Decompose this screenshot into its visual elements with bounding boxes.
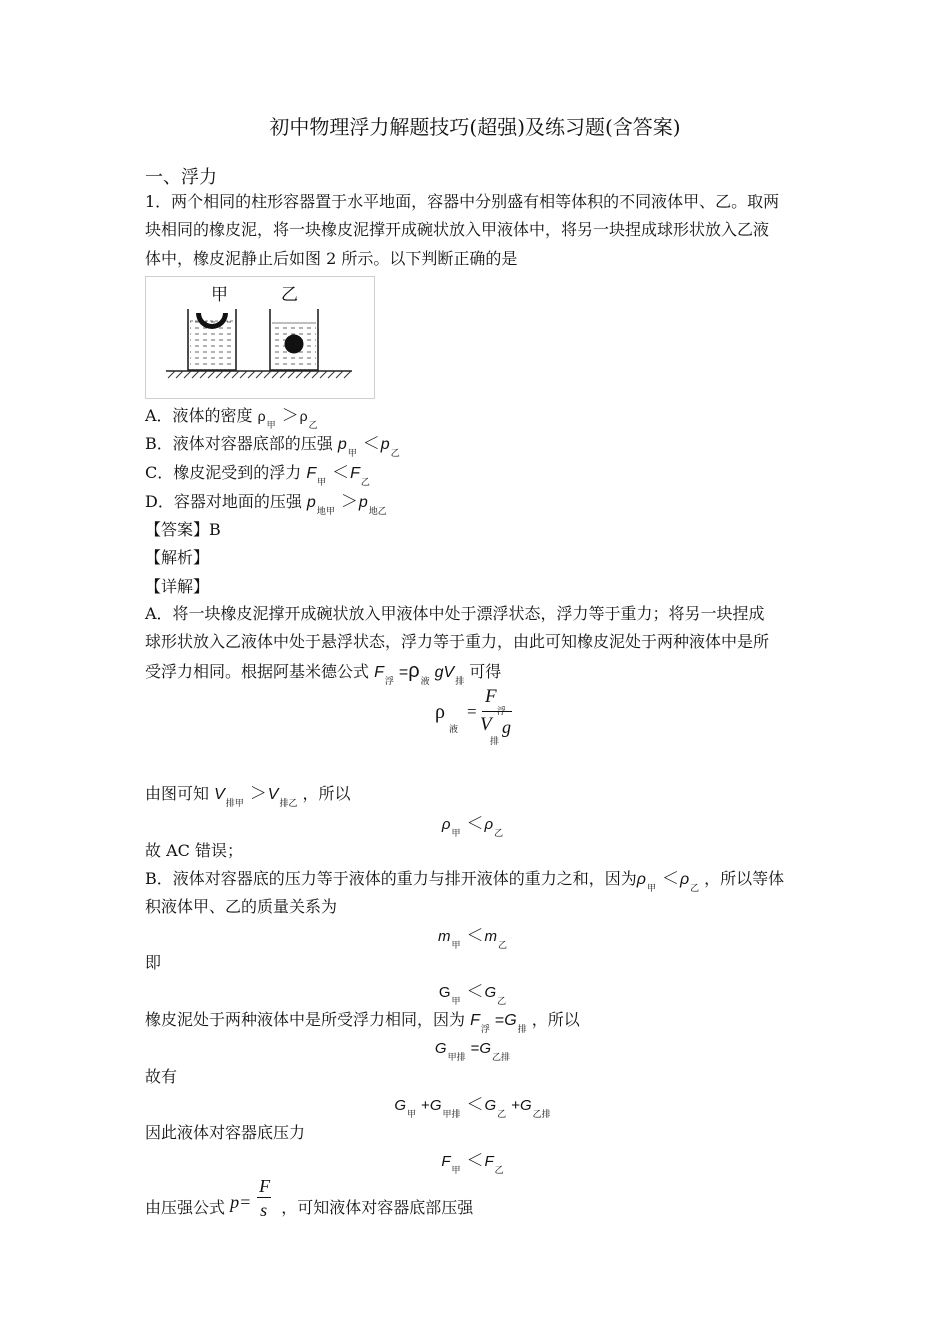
container-jia	[188, 309, 236, 370]
gu-you-line: 故有	[145, 1067, 178, 1086]
formula-mass-compare: $m_甲 <m_乙$	[437, 926, 508, 951]
same-buoyancy-line: 橡皮泥处于两种液体中是所受浮力相同，因为 $F_浮=G_排$，所以	[145, 1010, 580, 1035]
doc-title: 初中物理浮力解题技巧(超强)及练习题(含答案)	[269, 115, 681, 139]
explain-b-line-2: 积液体甲、乙的质量关系为	[145, 897, 338, 916]
container-yi	[270, 309, 318, 370]
explain-b-line-1: B．液体对容器底的压力等于液体的重力与排开液体的重力之和，因为$\rho_甲 <\rho_乙$，所以等体	[145, 869, 785, 894]
label-yi: 乙	[281, 285, 298, 305]
formula-weight-compare: $G_甲 <G_乙$	[438, 982, 507, 1007]
section-heading: 一、浮力	[145, 167, 217, 188]
formula-rho-compare: $\rho_甲 <\rho_乙$	[441, 814, 504, 839]
option-b: B．液体对容器底部的压强 $p_甲 <p_乙$	[145, 434, 400, 459]
explain-b1-line: 由图可知 $V_{排甲} >V_{排乙}$，所以	[145, 784, 351, 809]
answer-line: 【答案】B	[145, 520, 221, 539]
question-line-1: 1．两个相同的柱形容器置于水平地面，容器中分别盛有相等体积的不同液体甲、乙。取两	[145, 192, 780, 211]
label-jia: 甲	[211, 285, 228, 305]
explain-a-line-1: A．将一块橡皮泥撑开成碗状放入甲液体中处于漂浮状态，浮力等于重力；将另一块捏成	[145, 604, 765, 623]
detail-heading: 【详解】	[145, 577, 210, 596]
question-line-2: 块相同的橡皮泥，将一块橡皮泥撑开成碗状放入甲液体中，将另一块捏成球形状放入乙液	[145, 220, 770, 239]
clay-ball	[285, 335, 304, 354]
formula-force-compare: $F_甲 <F_乙$	[441, 1151, 504, 1176]
formula-total-weight: $G_甲+G_{甲排} <G_乙+G_{乙排}$	[394, 1095, 551, 1120]
option-d: D．容器对地面的压强 $p_{地甲} >p_{地乙}$	[145, 492, 387, 517]
ground-hatching	[168, 371, 351, 378]
ji-line: 即	[145, 953, 162, 972]
explain-a-line-2: 球形状放入乙液体中处于悬浮状态，浮力等于重力，由此可知橡皮泥处于两种液体中是所	[145, 632, 770, 651]
formula-displaced-equal: $G_{甲排}=G_{乙排}$	[434, 1040, 511, 1063]
yin-ci-line: 因此液体对容器底压力	[145, 1123, 306, 1142]
question-line-3: 体中，橡皮泥静止后如图 2 所示。以下判断正确的是	[145, 249, 518, 268]
pressure-formula-line: 由压强公式 p= F s ，可知液体对容器底部压强	[145, 1176, 474, 1220]
option-c: C．橡皮泥受到的浮力 $F_甲 <F_乙$	[145, 463, 370, 488]
explain-a-line-3: 受浮力相同。根据阿基米德公式 $F_浮=\rho_液gV_排$可得	[145, 660, 502, 687]
containers-diagram	[146, 277, 374, 398]
formula-density: ρ 液 = F 浮 V 排 g	[435, 686, 511, 747]
ac-wrong-line: 故 AC 错误；	[145, 841, 243, 860]
containers-figure	[145, 276, 375, 399]
analysis-heading: 【解析】	[145, 548, 210, 567]
option-a: A．液体的密度 $\rho_甲 >\rho_乙$	[145, 406, 318, 431]
